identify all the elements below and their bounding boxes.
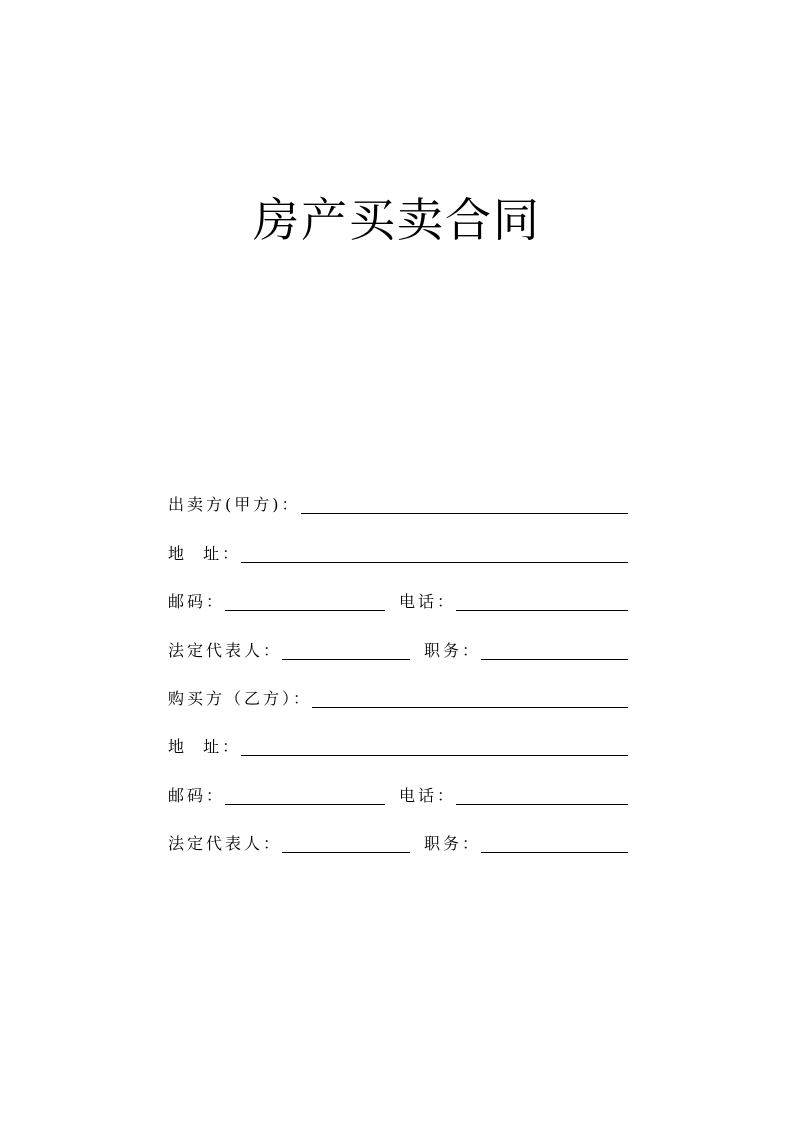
seller-address-label: 地 址： — [168, 543, 242, 563]
seller-party-row — [168, 470, 628, 518]
buyer-rep-row — [168, 809, 628, 857]
buyer-postcode-field[interactable] — [225, 804, 385, 805]
seller-position-label: 职务： — [424, 640, 482, 660]
buyer-party-field[interactable] — [312, 707, 628, 708]
contract-title: 房产买卖合同 — [253, 193, 541, 247]
seller-postcode-label: 邮码： — [168, 592, 226, 612]
seller-address-row — [168, 518, 628, 566]
buyer-legal-rep-field[interactable] — [282, 852, 410, 853]
seller-party-field[interactable] — [301, 513, 629, 514]
buyer-position-field[interactable] — [481, 852, 628, 853]
seller-phone-field[interactable] — [456, 610, 628, 611]
seller-rep-row — [168, 615, 628, 663]
seller-party-label: 出卖方(甲方)： — [168, 495, 301, 515]
seller-address-field[interactable] — [241, 562, 628, 563]
seller-position-field[interactable] — [481, 659, 628, 660]
buyer-address-field[interactable] — [241, 755, 628, 756]
buyer-legal-rep-label: 法定代表人： — [168, 834, 283, 854]
party-info-form — [168, 470, 628, 857]
buyer-postcode-label: 邮码： — [168, 785, 226, 805]
buyer-contact-row — [168, 760, 628, 808]
buyer-party-label: 购买方（乙方）： — [168, 688, 313, 708]
buyer-position-label: 职务： — [424, 834, 482, 854]
buyer-party-row — [168, 664, 628, 712]
buyer-phone-field[interactable] — [456, 804, 628, 805]
seller-legal-rep-field[interactable] — [282, 659, 410, 660]
buyer-address-row — [168, 712, 628, 760]
seller-legal-rep-label: 法定代表人： — [168, 640, 283, 660]
seller-postcode-field[interactable] — [225, 610, 385, 611]
buyer-address-label: 地 址： — [168, 737, 242, 757]
seller-contact-row — [168, 567, 628, 615]
buyer-phone-label: 电话： — [399, 785, 457, 805]
seller-phone-label: 电话： — [399, 592, 457, 612]
